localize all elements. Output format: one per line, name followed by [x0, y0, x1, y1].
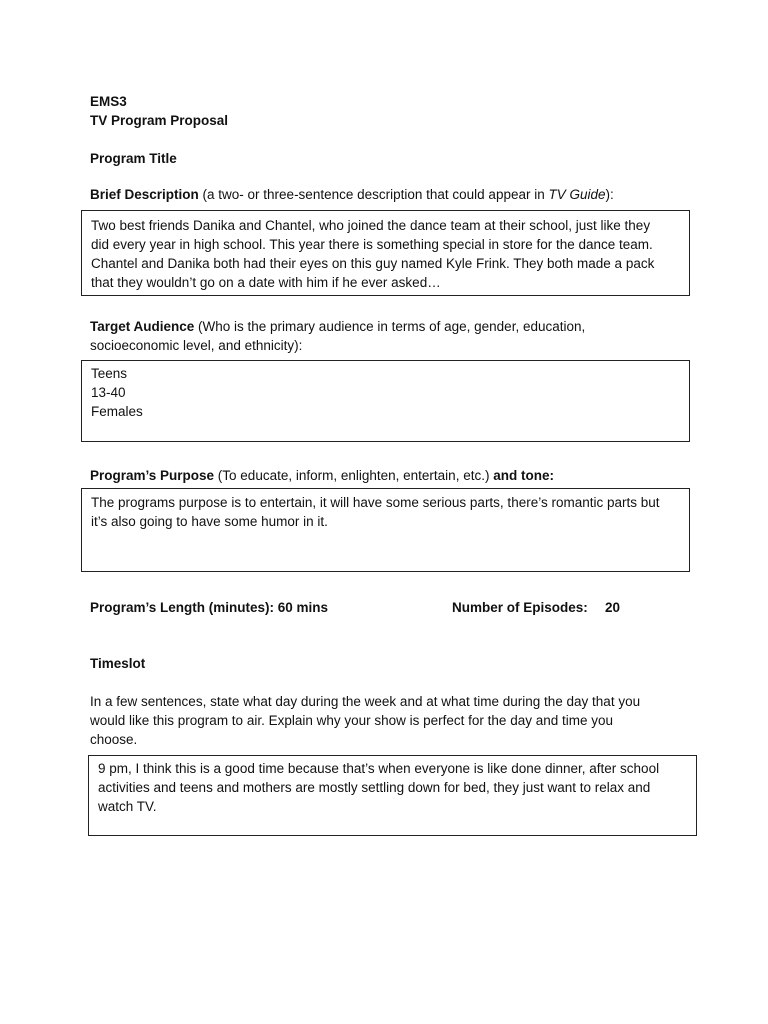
tone-label: and tone:	[493, 468, 554, 483]
timeslot-answer	[98, 759, 659, 816]
brief-description-hint-italic: TV Guide	[548, 187, 606, 202]
brief-description-hint-post: ):	[605, 187, 614, 202]
answer-line: 13-40	[91, 385, 126, 400]
answer-line: activities and teens and mothers are mostly settling down for bed, they just want to relax and	[98, 780, 651, 795]
instruction-line: In a few sentences, state what day during the week and at what time during the day that you	[90, 694, 641, 709]
timeslot-label: Timeslot	[90, 656, 146, 671]
program-title-label: Program Title	[90, 151, 177, 166]
purpose-prompt	[90, 466, 554, 485]
target-audience-hint-1: (Who is the primary audience in terms of age, gender, education,	[194, 319, 586, 334]
answer-line: Teens	[91, 366, 128, 381]
answer-line: Females	[91, 404, 143, 419]
brief-description-prompt	[90, 185, 614, 204]
answer-line: did every year in high school. This year there is something special in store for the dance team.	[91, 237, 653, 252]
purpose-label: Program’s Purpose	[90, 468, 215, 483]
target-audience-answer	[91, 364, 143, 421]
target-audience-prompt	[90, 317, 585, 336]
brief-description-answer	[91, 216, 654, 292]
brief-description-label: Brief Description	[90, 187, 199, 202]
purpose-answer	[91, 493, 660, 531]
answer-line: Two best friends Danika and Chantel, who joined the dance team at their school, just like they	[91, 218, 651, 233]
brief-description-box[interactable]	[81, 210, 690, 296]
answer-line: The programs purpose is to entertain, it will have some serious parts, there’s romantic parts but	[91, 495, 660, 510]
instruction-line: would like this program to air. Explain why your show is perfect for the day and time you	[90, 713, 613, 728]
purpose-box[interactable]	[81, 488, 690, 572]
episodes-label: Number of Episodes:	[452, 600, 588, 615]
episodes-value: 20	[605, 600, 621, 615]
answer-line: that they wouldn’t go on a date with him if he ever asked…	[91, 275, 441, 290]
answer-line: it’s also going to have some humor in it.	[91, 514, 328, 529]
course-code: EMS3	[90, 94, 127, 109]
target-audience-box[interactable]	[81, 360, 690, 442]
answer-line: 9 pm, I think this is a good time because that’s when everyone is like done dinner, after school	[98, 761, 660, 776]
timeslot-box[interactable]	[88, 755, 697, 836]
instruction-line: choose.	[90, 732, 138, 747]
program-length: Program’s Length (minutes): 60 mins	[90, 600, 329, 615]
target-audience-label: Target Audience	[90, 319, 195, 334]
target-audience-hint-2: socioeconomic level, and ethnicity):	[90, 338, 303, 353]
answer-line: watch TV.	[98, 799, 157, 814]
document-title: TV Program Proposal	[90, 113, 229, 128]
timeslot-instructions	[90, 692, 640, 749]
answer-line: Chantel and Danika both had their eyes on this guy named Kyle Frink. They both made a pack	[91, 256, 655, 271]
brief-description-hint-pre: (a two- or three-sentence description that could appear in	[198, 187, 549, 202]
purpose-hint: (To educate, inform, enlighten, entertain, etc.)	[214, 468, 494, 483]
